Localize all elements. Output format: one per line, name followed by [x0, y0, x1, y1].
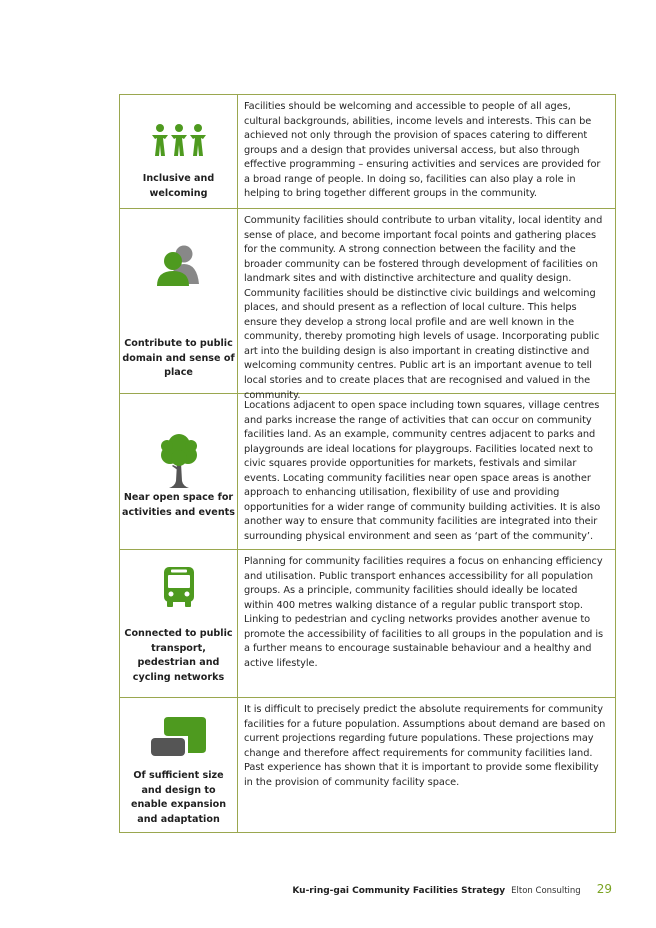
bus-icon [163, 566, 195, 608]
label-cell [120, 698, 238, 832]
label-cell [120, 95, 238, 208]
row-label: Near open space for activities and events [122, 492, 235, 518]
row-label: Inclusive and welcoming [142, 173, 215, 199]
row-label: Contribute to public domain and sense of place [122, 338, 235, 378]
table-row [120, 95, 615, 208]
footer-title: Ku-ring-gai Community Facilities Strategy [292, 886, 506, 896]
row-text: Planning for community facilities requires a focus on enhancing efficiency and utilisation. Public transport enhances accessibility for all population groups. As a principle, community facilities should ideally be located within 400 metres walking distance of a regular public transport stop. Linking to pedestrian and cycling networks provides another avenue to promote the accessibility of facilities to all groups in the population and is a further means to encourage sustainable behaviour and a healthy and active lifestyle. [244, 556, 604, 669]
table-row [120, 393, 615, 549]
page-footer [0, 882, 612, 898]
table-row [120, 549, 615, 697]
principles-table [119, 94, 616, 833]
users-icon [153, 242, 205, 288]
label-cell [120, 394, 238, 549]
row-text: It is difficult to precisely predict the absolute requirements for community facilities for a future population. Assumptions about demand are based on current projections regarding future populations. These projections may change and therefore affect requirements for community facilities land. Past experience has shown that it is important to provide some flexibility in the provision of community facility space. [244, 704, 606, 788]
resize-icon [150, 716, 208, 758]
label-cell [120, 209, 238, 393]
row-text: Locations adjacent to open space including town squares, village centres and parks increase the range of activities that can occur on community facilities land. As an example, community centres adjacent to parks and playgrounds are ideal locations for playgroups. Facilities located next to civic squares provide opportunities for markets, festivals and similar events. Locating community facilities near open space areas is another approach to enhancing utilisation, flexibility of use and providing opportunities for a wider range of community building activities. It is also another way to ensure that community facilities are integrated into their surrounding physical environment and seen as ‘part of the community’. [244, 400, 601, 542]
row-label: Of sufficient size and design to enable expansion and adaptation [130, 770, 227, 825]
row-label: Connected to public transport, pedestrian and cycling networks [124, 628, 233, 683]
label-cell [120, 550, 238, 697]
row-text: Community facilities should contribute to urban vitality, local identity and sense of place, and become important focal points and gathering places for the community. A strong connection between the facility and the broader community can be fostered through development of facilities on landmark sites and with distinctive architecture and quality design. Community facilities should be distinctive civic buildings and welcoming places, and should present as a reflection of local culture. This helps ensure they develop a strong local profile and are well known in the community, thereby promoting high levels of usage. Incorporating public art into the building design is also important in creating distinctive and welcoming community centres. Public art is an important avenue to tell local stories and to create places that are recognised and valued in the community. [244, 215, 603, 401]
table-row [120, 208, 615, 401]
table-row [120, 697, 615, 832]
row-text: Facilities should be welcoming and accessible to people of all ages, cultural backgrounds, abilities, income levels and interests. This can be achieved not only through the provision of spaces catering to different groups and a design that provides universal access, but also through effective programming – ensuring activities and services are provided for a broad range of people. In doing so, facilities can also play a role in helping to bring together different groups in the community. [244, 101, 601, 200]
people-icon [150, 123, 208, 157]
tree-icon [156, 433, 202, 489]
footer-org: Elton Consulting [511, 886, 581, 896]
page-number: 29 [596, 882, 612, 896]
